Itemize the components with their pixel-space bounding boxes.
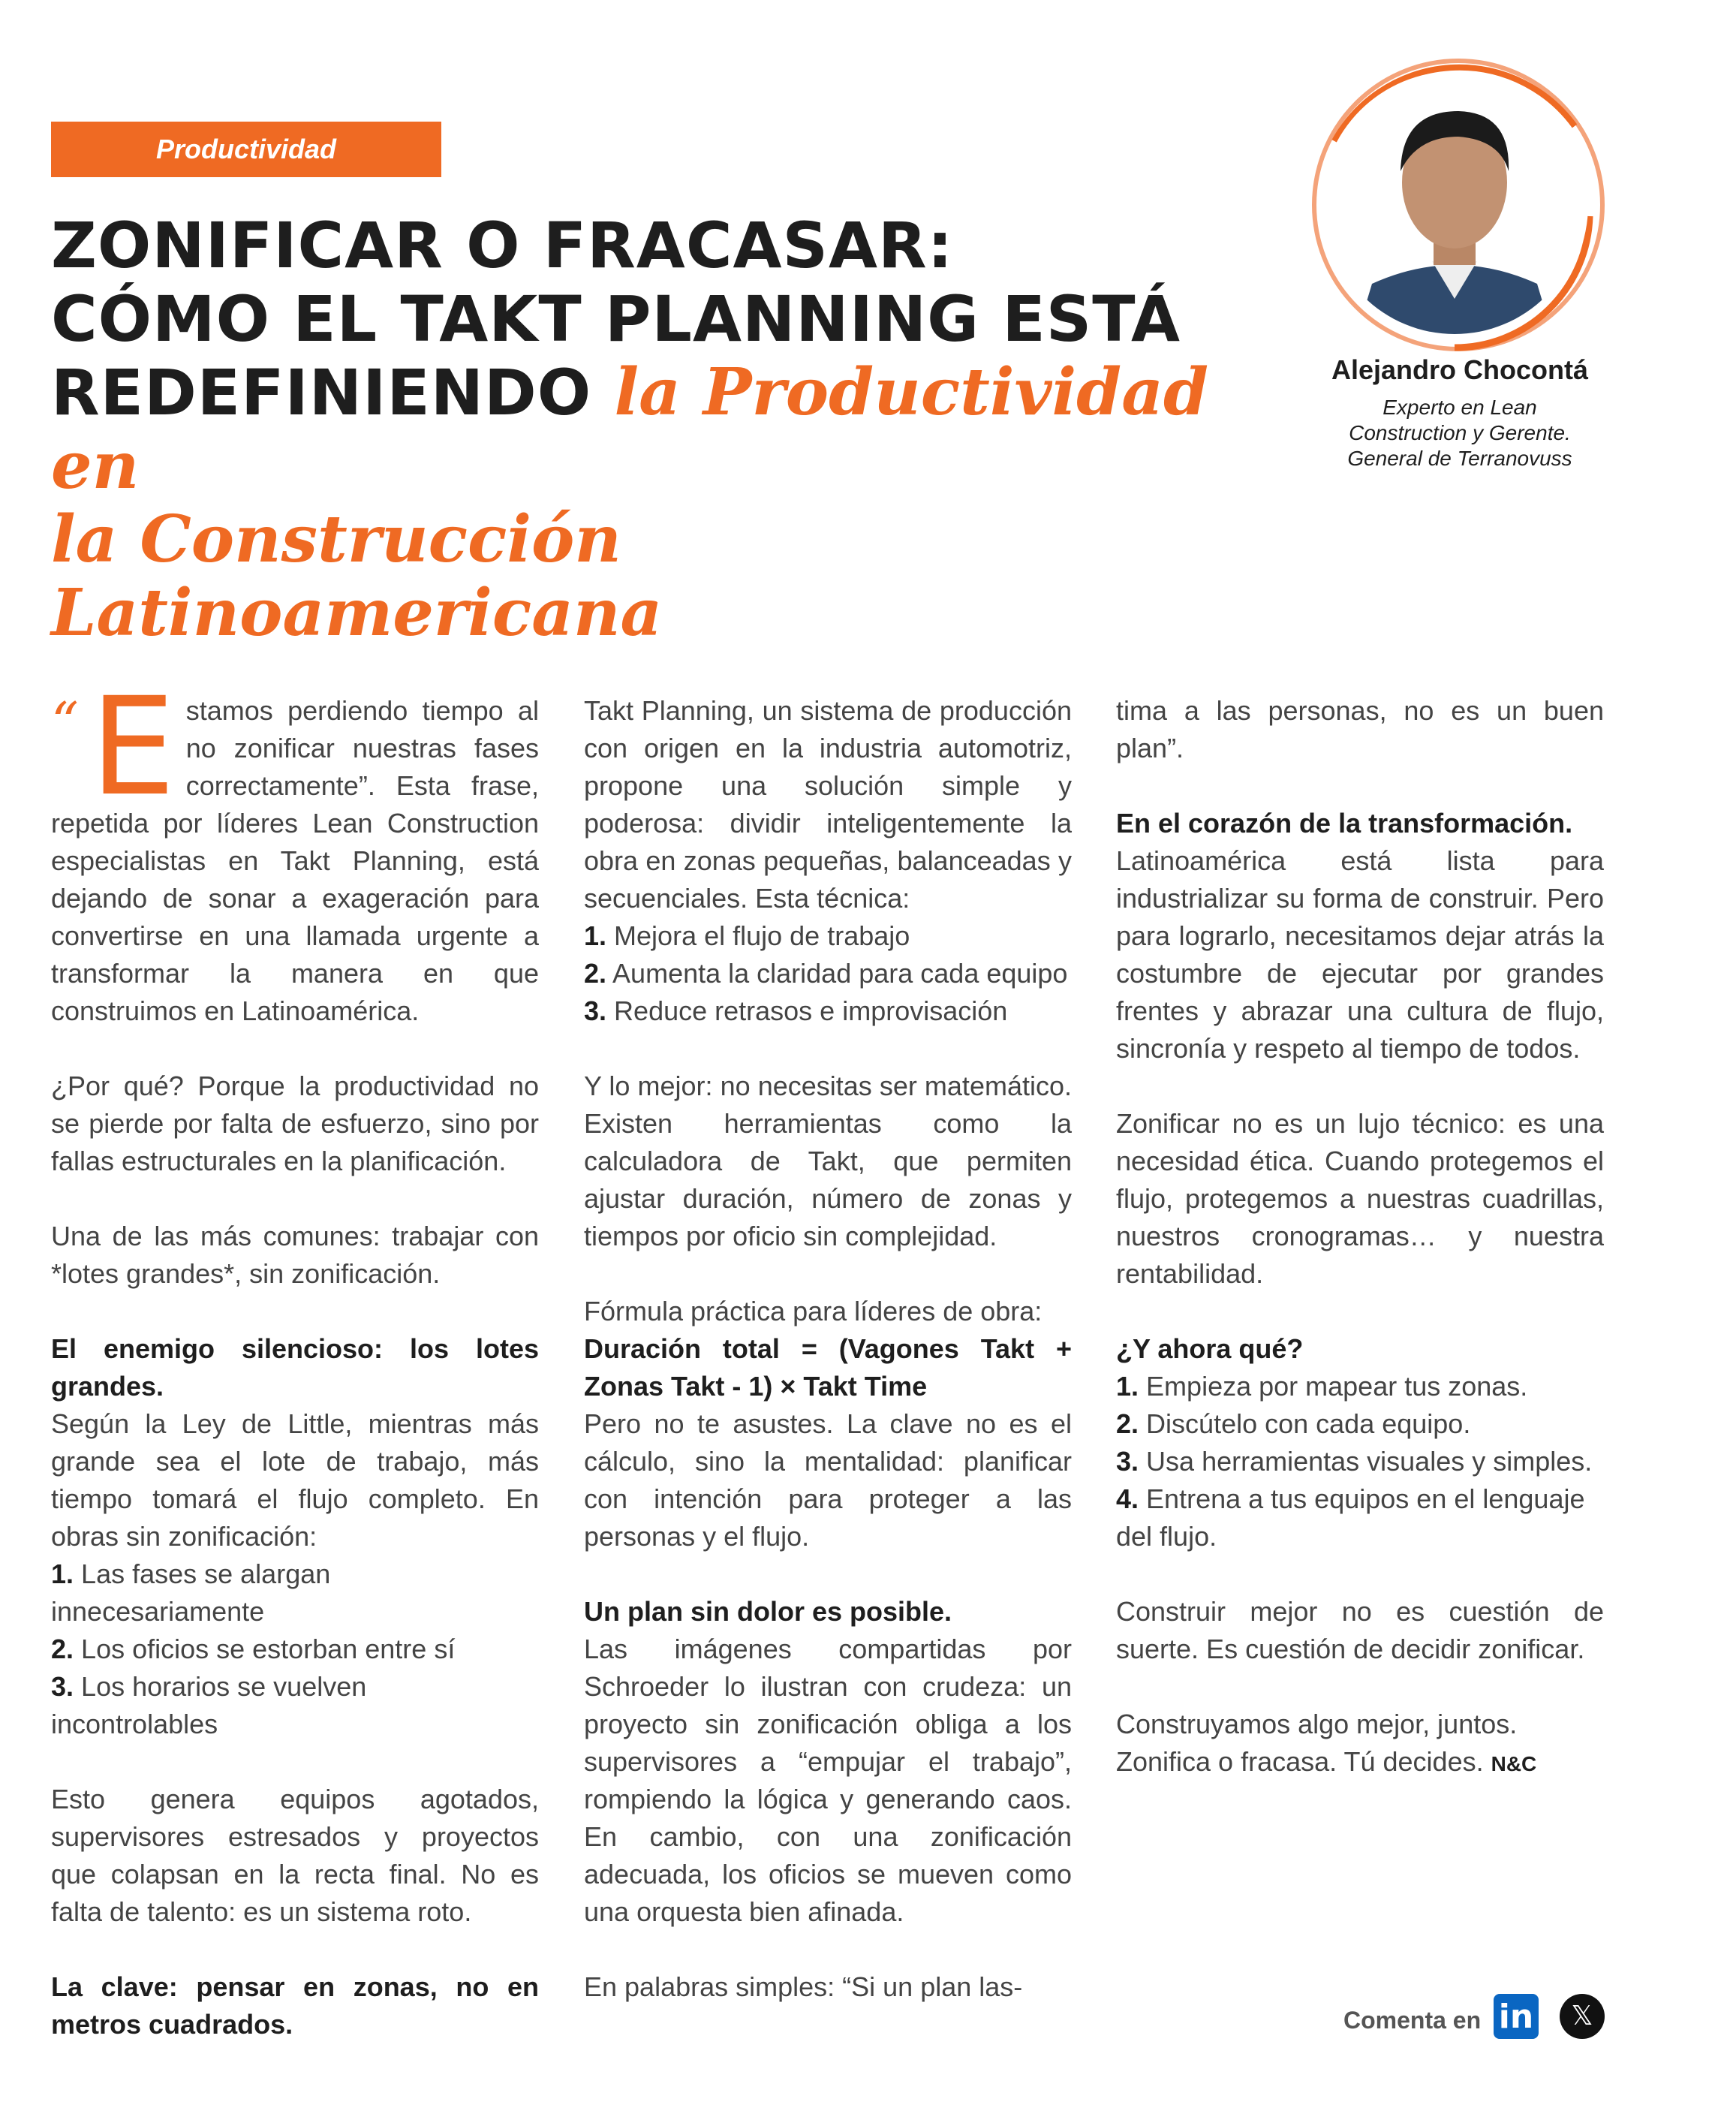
title-line-1: ZONIFICAR O FRACASAR: bbox=[51, 209, 954, 282]
article-title bbox=[51, 209, 1252, 650]
author-role bbox=[1291, 395, 1629, 471]
paragraph: Construir mejor no es cuestión de suerte. Es cuestión de decidir zonificar. bbox=[1116, 1596, 1604, 1664]
paragraph: Fórmula práctica para líderes de obra: bbox=[584, 1296, 1043, 1326]
subheading: La clave: pensar en zonas, no en metros cuadrados. bbox=[51, 1971, 539, 2040]
title-line-3-plain: REDEFINIENDO bbox=[51, 356, 592, 429]
paragraph: Una de las más comunes: trabajar con *lotes grandes*, sin zonificación. bbox=[51, 1221, 539, 1289]
list-item: 4. Entrena a tus equipos en el lenguaje del flujo. bbox=[1116, 1483, 1585, 1552]
section-tag: Productividad bbox=[51, 122, 441, 177]
paragraph: Pero no te asustes. La clave no es el cálculo, sino la mentalidad: planificar con intención para proteger a las personas y el flujo. bbox=[584, 1408, 1072, 1552]
title-line-3 bbox=[51, 356, 1252, 503]
x-icon[interactable]: 𝕏 bbox=[1560, 1994, 1605, 2039]
title-line-2: CÓMO EL TAKT PLANNING ESTÁ bbox=[51, 282, 1181, 356]
paragraph: Esto genera equipos agotados, supervisores estresados y proyectos que colapsan en la recta final. No es falta de talento: es un sistema roto. bbox=[51, 1784, 539, 1927]
article-column-3 bbox=[1116, 692, 1604, 1820]
linkedin-icon[interactable]: in bbox=[1494, 1994, 1539, 2039]
drop-cap: E bbox=[90, 669, 176, 826]
paragraph: tima a las personas, no es un buen plan”. bbox=[1116, 695, 1604, 763]
list-item: 3. Usa herramientas visuales y simples. bbox=[1116, 1446, 1593, 1477]
author-role-line: Construction y Gerente. bbox=[1349, 421, 1571, 444]
list-item: 1. Las fases se alargan innecesariamente bbox=[51, 1558, 331, 1627]
paragraph: Zonificar no es un lujo técnico: es una necesidad ética. Cuando protegemos el flujo, protegemos a nuestras cuadrillas, nuestros cronogramas… y nuestra rentabilidad. bbox=[1116, 1108, 1604, 1289]
intro-text: stamos perdiendo tiempo al no zonificar nuestras fases correctamente”. Esta frase, repetida por líderes Lean Construction especialistas en Takt Planning, está dejando de sonar a exageración para convertirse en una llamada urgente a transformar la manera en que construimos en Latinoamérica. bbox=[51, 695, 539, 1026]
paragraph: Latinoamérica está lista para industrializar su forma de construir. Pero para lograrlo, necesitamos dejar atrás la costumbre de ejecutar por grandes frentes y abrazar una cultura de flujo, sincronía y respeto al tiempo de todos. bbox=[1116, 845, 1604, 1064]
numbered-list bbox=[1116, 1368, 1604, 1555]
list-item: 1. Empieza por mapear tus zonas. bbox=[1116, 1371, 1528, 1402]
closing-paragraph bbox=[1116, 1706, 1604, 1783]
list-item: 3. Reduce retrasos e improvisación bbox=[584, 995, 1008, 1026]
formula: Duración total = (Vagones Takt + Zonas Takt - 1) × Takt Time bbox=[584, 1333, 1072, 1402]
paragraph: ¿Por qué? Porque la productividad no se pierde por falta de esfuerzo, sino por fallas estructurales en la planificación. bbox=[51, 1071, 539, 1176]
author-role-line: Experto en Lean bbox=[1382, 396, 1537, 419]
author-role-line: General de Terranovuss bbox=[1347, 447, 1572, 470]
title-line-3-highlight: la Productividad en bbox=[51, 354, 1209, 504]
author-photo bbox=[1304, 59, 1605, 359]
closing-line: Construyamos algo mejor, juntos. bbox=[1116, 1709, 1518, 1739]
subheading: ¿Y ahora qué? bbox=[1116, 1333, 1304, 1364]
closing-line: Zonifica o fracasa. Tú decides. N&C bbox=[1116, 1746, 1537, 1777]
list-item: 2. Aumenta la claridad para cada equipo bbox=[584, 958, 1068, 989]
numbered-list bbox=[584, 917, 1072, 1030]
title-line-4-highlight: la Construcción Latinoamericana bbox=[51, 501, 663, 651]
numbered-list bbox=[51, 1555, 539, 1743]
signoff-mark: N&C bbox=[1491, 1752, 1537, 1775]
list-item: 2. Los oficios se estorban entre sí bbox=[51, 1634, 456, 1664]
subheading: Un plan sin dolor es posible. bbox=[584, 1596, 952, 1627]
intro-paragraph bbox=[51, 669, 539, 1030]
list-item: 2. Discútelo con cada equipo. bbox=[1116, 1408, 1471, 1439]
paragraph: Las imágenes compartidas por Schroeder lo ilustran con crudeza: un proyecto sin zonificación obliga a los supervisores a “empujar el trabajo”, rompiendo la lógica y generando caos. En cambio, con una zonificación adecuada, los oficios se mueven como una orquesta bien afinada. bbox=[584, 1634, 1072, 1927]
paragraph: Takt Planning, un sistema de producción con origen en la industria automotriz, propone una solución simple y poderosa: dividir inteligentemente la obra en zonas pequeñas, balanceadas y secuenciales. Esta técnica: bbox=[584, 695, 1072, 914]
subheading: En el corazón de la transformación. bbox=[1116, 808, 1573, 839]
list-item: 3. Los horarios se vuelven incontrolables bbox=[51, 1671, 367, 1739]
author-name: Alejandro Chocontá bbox=[1331, 354, 1589, 385]
article-column-2 bbox=[584, 692, 1072, 2043]
article-column-1 bbox=[51, 669, 539, 2043]
subheading: El enemigo silencioso: los lotes grandes. bbox=[51, 1333, 539, 1402]
paragraph: Y lo mejor: no necesitas ser matemático. Existen herramientas como la calculadora de Takt, que permiten ajustar duración, número de zonas y tiempos por oficio sin complejidad. bbox=[584, 1071, 1072, 1251]
list-item: 1. Mejora el flujo de trabajo bbox=[584, 920, 910, 951]
comment-label: Comenta en bbox=[1343, 2007, 1482, 2034]
paragraph: Según la Ley de Little, mientras más grande sea el lote de trabajo, más tiempo tomará el flujo completo. En obras sin zonificación: bbox=[51, 1408, 539, 1552]
paragraph: En palabras simples: “Si un plan las- bbox=[584, 1971, 1023, 2002]
quote-mark: “ bbox=[51, 691, 79, 754]
